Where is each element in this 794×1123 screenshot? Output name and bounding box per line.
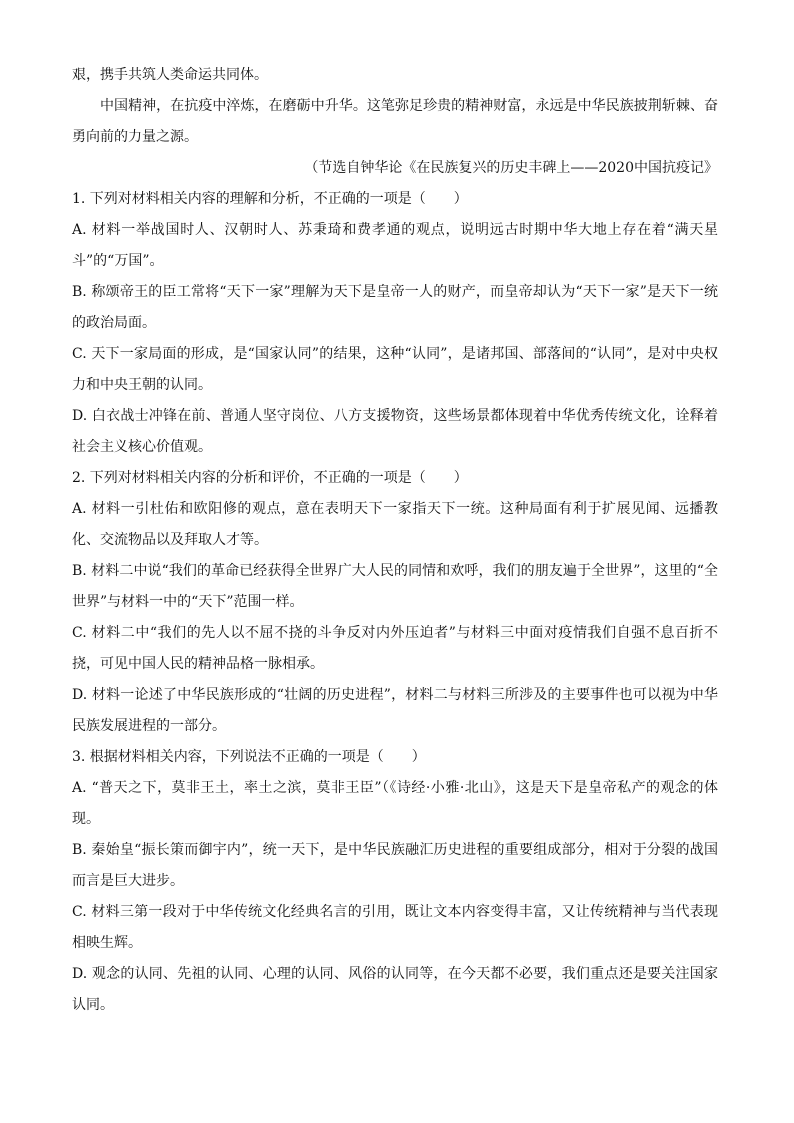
question-3 [72,742,718,1021]
document-content [72,60,718,1021]
option-a: A. 材料一引杜佑和欧阳修的观点，意在表明天下一家指天下一统。这种局面有利于扩展见闻、远播教化、交流物品以及拜取人才等。 [72,501,718,548]
option-a: A. “普天之下，莫非王土，率土之滨，莫非王臣”（《诗经·小雅·北山》，这是天下是皇帝私产的观念的体现。 [72,780,718,827]
option-d: D. 材料一论述了中华民族形成的“壮阔的历史进程”，材料二与材料三所涉及的主要事件也可以视为中华民族发展进程的一部分。 [72,687,718,734]
passage-source: （节选自钟华论《在民族复兴的历史丰碑上——2020中国抗疫记》 [304,160,718,176]
option-d: D. 白衣战士冲锋在前、普通人坚守岗位、八方支援物资，这些场景都体现着中华优秀传统文化，诠释着社会主义核心价值观。 [72,408,718,455]
option-c: C. 天下一家局面的形成，是“国家认同”的结果，这种“认同”，是诸邦国、部落间的“认同”，是对中央权力和中央王朝的认同。 [72,346,718,393]
option-b: B. 材料二中说“我们的革命已经获得全世界广大人民的同情和欢呼，我们的朋友遍于全世界”，这里的“全世界”与材料一中的“天下”范围一样。 [72,563,718,610]
option-d: D. 观念的认同、先祖的认同、心理的认同、风俗的认同等，在今天都不必要，我们重点还是要关注国家认同。 [72,966,718,1013]
question-1 [72,184,718,463]
option-c: C. 材料二中“我们的先人以不屈不挠的斗争反对内外压迫者”与材料三中面对疫情我们自强不息百折不挠，可见中国人民的精神品格一脉相承。 [72,625,718,672]
question-stem: 3. 根据材料相关内容，下列说法不正确的一项是（ ） [72,749,426,765]
option-c: C. 材料三第一段对于中华传统文化经典名言的引用，既让文本内容变得丰富，又让传统精神与当代表现相映生辉。 [72,904,718,951]
passage-continuation: 艰，携手共筑人类命运共同体。 [72,67,268,83]
option-b: B. 称颂帝王的臣工常将“天下一家”理解为天下是皇帝一人的财产，而皇帝却认为“天下一家”是天下一统的政治局面。 [72,284,718,331]
passage-closing-paragraph: 中国精神，在抗疫中淬炼，在磨砺中升华。这笔弥足珍贵的精神财富，永远是中华民族披荆斩棘、奋勇向前的力量之源。 [72,98,718,145]
question-stem: 2. 下列对材料相关内容的分析和评价，不正确的一项是（ ） [72,470,468,486]
question-stem: 1. 下列对材料相关内容的理解和分析，不正确的一项是（ ） [72,191,468,207]
question-2 [72,463,718,742]
option-b: B. 秦始皇“振长策而御宇内”，统一天下，是中华民族融汇历史进程的重要组成部分，相对于分裂的战国而言是巨大进步。 [72,842,718,889]
option-a: A. 材料一举战国时人、汉朝时人、苏秉琦和费孝通的观点，说明远古时期中华大地上存在着“满天星斗”的“万国”。 [72,222,718,269]
